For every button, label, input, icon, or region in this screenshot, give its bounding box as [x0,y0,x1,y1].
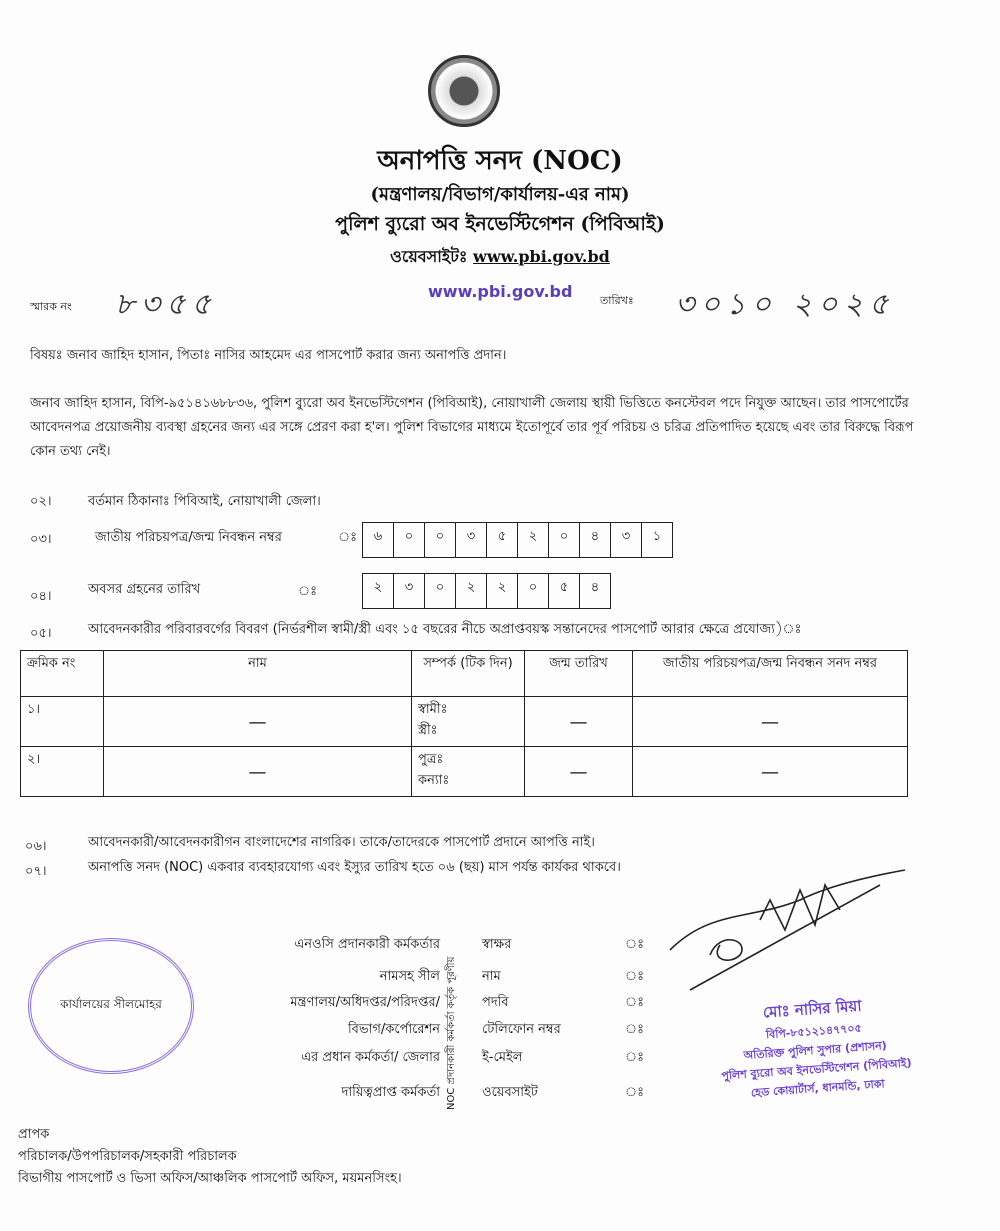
officer-desc-line: এর প্রধান কর্মকর্তা/ জেলার [301,1050,440,1065]
signature-field-label: টেলিফোন নম্বর [482,1022,561,1037]
memo-number: ৮৩৫৫ [115,287,217,322]
family-details-label: আবেদনকারীর পরিবারবর্গের বিবরণ (নির্ভরশীল স্বামী/স্ত্রী এবং ১৫ বছরের নীচে অপ্রাপ্তবয়স্ক সন্তানেদের পাসপোর্ট আরার ক্ষেত্রে প্রযোজ্য)ঃ [88,622,802,637]
retirement-digit: ২ [363,574,394,608]
item-7-num: ০৭। [25,864,47,879]
table-row [21,697,908,747]
name-cell: — [248,712,267,733]
website-line [0,244,1000,271]
nid-digit: ০ [549,523,580,557]
table-row [21,747,908,797]
vertical-note: NOC প্রদানকারী কর্মকর্তা কর্তৃক পূরণীয় [446,956,457,1110]
col-serial: ক্রমিক নং [21,651,104,697]
signature-field-label: ই-মেইল [482,1050,523,1065]
colon: ঃ [625,1022,645,1037]
name-cell: — [248,762,267,783]
office-name: পুলিশ ব্যুরো অব ইনভেস্টিগেশন (পিবিআই) [335,213,665,235]
subject: বিষয়ঃ জনাব জাহিদ হাসান, পিতাঃ নাসির আহমেদ এর পাসপোর্ট করার জন্য অনাপত্তি প্রদান। [30,348,507,363]
item-6-num: ০৬। [25,839,47,854]
relation-husband: স্বামীঃ [418,702,448,717]
office-seal-label: কার্যালয়ের সীলমোহর [60,997,162,1011]
stamp-line: অতিরিক্ত পুলিশ সুপার (প্রশাসন) [743,1039,888,1062]
retirement-digit: ০ [518,574,549,608]
retirement-digit: ৩ [394,574,425,608]
retirement-digit: ২ [456,574,487,608]
current-address: বর্তমান ঠিকানাঃ পিবিআই, নোয়াখালী জেলা। [88,494,321,509]
col-nid: জাতীয় পরিচয়পত্র/জন্ম নিবন্ধন সনদ নম্বর [633,651,908,697]
nid-boxes [362,522,673,558]
signature-scribble [650,860,930,1000]
serial: ২। [21,747,104,797]
col-name: নাম [104,651,412,697]
retirement-digit: ৪ [590,580,600,595]
recipient-line-2: বিভাগীয় পাসপোর্ট ও ভিসা অফিস/আঞ্চলিক পাসপোর্ট অফিস, ময়মনসিংহ। [18,1171,402,1186]
col-relation: সম্পর্ক (টিক দিন) [412,651,525,697]
retirement-date-boxes [362,573,611,609]
officer-desc-line: বিভাগ/কর্পোরেশন [347,1022,440,1037]
officer-desc-line: মন্ত্রণালয়/অধিদপ্তর/পরিদপ্তর/ [290,995,440,1010]
nid-digit: ৩ [456,523,487,557]
stamp-line: হেড কোয়ার্টার্স, ধানমন্ডি, ঢাকা [750,1077,886,1100]
item-4-num: ০৪। [30,589,52,604]
relation-daughter: কন্যাঃ [418,773,450,788]
signature-field-label: পদবি [482,995,509,1010]
relation-son: পুত্রঃ [418,752,444,767]
item-5-num: ০৫। [30,626,52,641]
ministry-placeholder: (মন্ত্রণালয়/বিভাগ/কার্যালয়-এর নাম) [370,184,630,205]
date-label: তারিখঃ [600,294,634,307]
officer-stamp [697,990,933,1107]
nid-digit: ৩ [611,523,642,557]
colon: ঃ [625,1050,645,1065]
serial: ১। [21,697,104,747]
body-paragraph: জনাব জাহিদ হাসান, বিপি-৯৫১৪১৬৮৮৩৬, পুলিশ ব্যুরো অব ইনভেস্টিগেশন (পিবিআই), নোয়াখালী জেলায় স্থায়ী ভিত্তিতে কনস্টেবল পদে নিযুক্ত আছেন। তার পাসপোর্টের আবেদনপত্র প্রয়োজনীয় ব্যবস্থা গ্রহনের জন্য এর সঙ্গে প্রেরণ করা হ'ল। পুলিশ বিভাগের মাধ্যমে ইতোপূর্বে তার পূর্ব পরিচয় ও চরিত্র প্রতিপাদিত হয়েছে এবং তার বিরুদ্ধে বিরূপ কোন তথ্য নেই। [30,396,914,459]
nid-digit: ৫ [487,523,518,557]
stamp-line: পুলিশ ব্যুরো অব ইনভেস্টিগেশন (পিবিআই) [720,1056,912,1083]
nid-digit: ৪ [580,523,611,557]
website-label: ওয়েবসাইটঃ [390,247,468,266]
nid-digit: ২ [518,523,549,557]
website-link[interactable]: www.pbi.gov.bd [473,247,610,266]
signature-field-label: স্বাক্ষর [482,937,512,952]
officer-desc-line: এনওসি প্রদানকারী কর্মকর্তার [294,937,440,952]
colon: ঃ [298,584,318,599]
colon: ঃ [625,995,645,1010]
memo-label: স্মারক নং [30,300,72,313]
col-dob: জন্ম তারিখ [525,651,633,697]
retirement-digit: ৫ [549,574,580,608]
retirement-label: অবসর গ্রহনের তারিখ [88,582,201,597]
doc-title: অনাপত্তি সনদ (NOC) [377,146,623,176]
colon: ঃ [625,969,645,984]
officer-desc-line: দায়িত্বপ্রাপ্ত কর্মকর্তা [341,1085,440,1100]
item-3-num: ০৩। [30,532,52,547]
stamp-line: বিপি-৮৫১২১৪৭৭০৫ [765,1021,863,1042]
dob-cell: — [569,762,588,783]
dob-cell: — [569,712,588,733]
recipient-label: প্রাপক [18,1127,50,1142]
nid-cell: — [761,712,779,733]
nid-digit: ০ [394,523,425,557]
colon: ঃ [338,530,358,545]
officer-desc-line: নামসহ সীল [379,969,440,984]
recipient-line-1: পরিচালক/উপপরিচালক/সহকারী পরিচালক [18,1149,237,1164]
pbi-url-stamp: www.pbi.gov.bd [428,282,573,301]
signature-field-label: ওয়েবসাইট [482,1085,538,1100]
colon: ঃ [625,1085,645,1100]
validity-statement: অনাপত্তি সনদ (NOC) একবার ব্যবহারযোগ্য এবং ইস্যুর তারিখ হতে ০৬ (ছয়) মাস পর্যন্ত কার্যকর থাকবে। [88,860,621,875]
date-value: ৩০১০ ২০২৫ [675,287,895,322]
nid-digit: ১ [652,529,662,544]
nid-digit: ৬ [363,523,394,557]
colon: ঃ [625,937,645,952]
nid-cell: — [761,762,779,783]
stamp-line: মোঃ নাসির মিয়া [762,996,863,1022]
citizenship-statement: আবেদনকারী/আবেদনকারীগন বাংলাদেশের নাগরিক। তাকে/তাদেরকে পাসপোর্ট প্রদানে আপত্তি নাই। [88,835,595,850]
family-table [20,650,908,797]
office-seal [28,938,194,1074]
nid-digit: ০ [425,523,456,557]
nid-label: জাতীয় পরিচয়পত্র/জন্ম নিবন্ধন নম্বর [95,530,282,545]
government-emblem-icon [428,55,500,127]
signature-field-label: নাম [482,969,501,984]
relation-wife: স্ত্রীঃ [418,723,438,738]
retirement-digit: ২ [487,574,518,608]
item-2-num: ০২। [30,494,52,509]
retirement-digit: ০ [425,574,456,608]
